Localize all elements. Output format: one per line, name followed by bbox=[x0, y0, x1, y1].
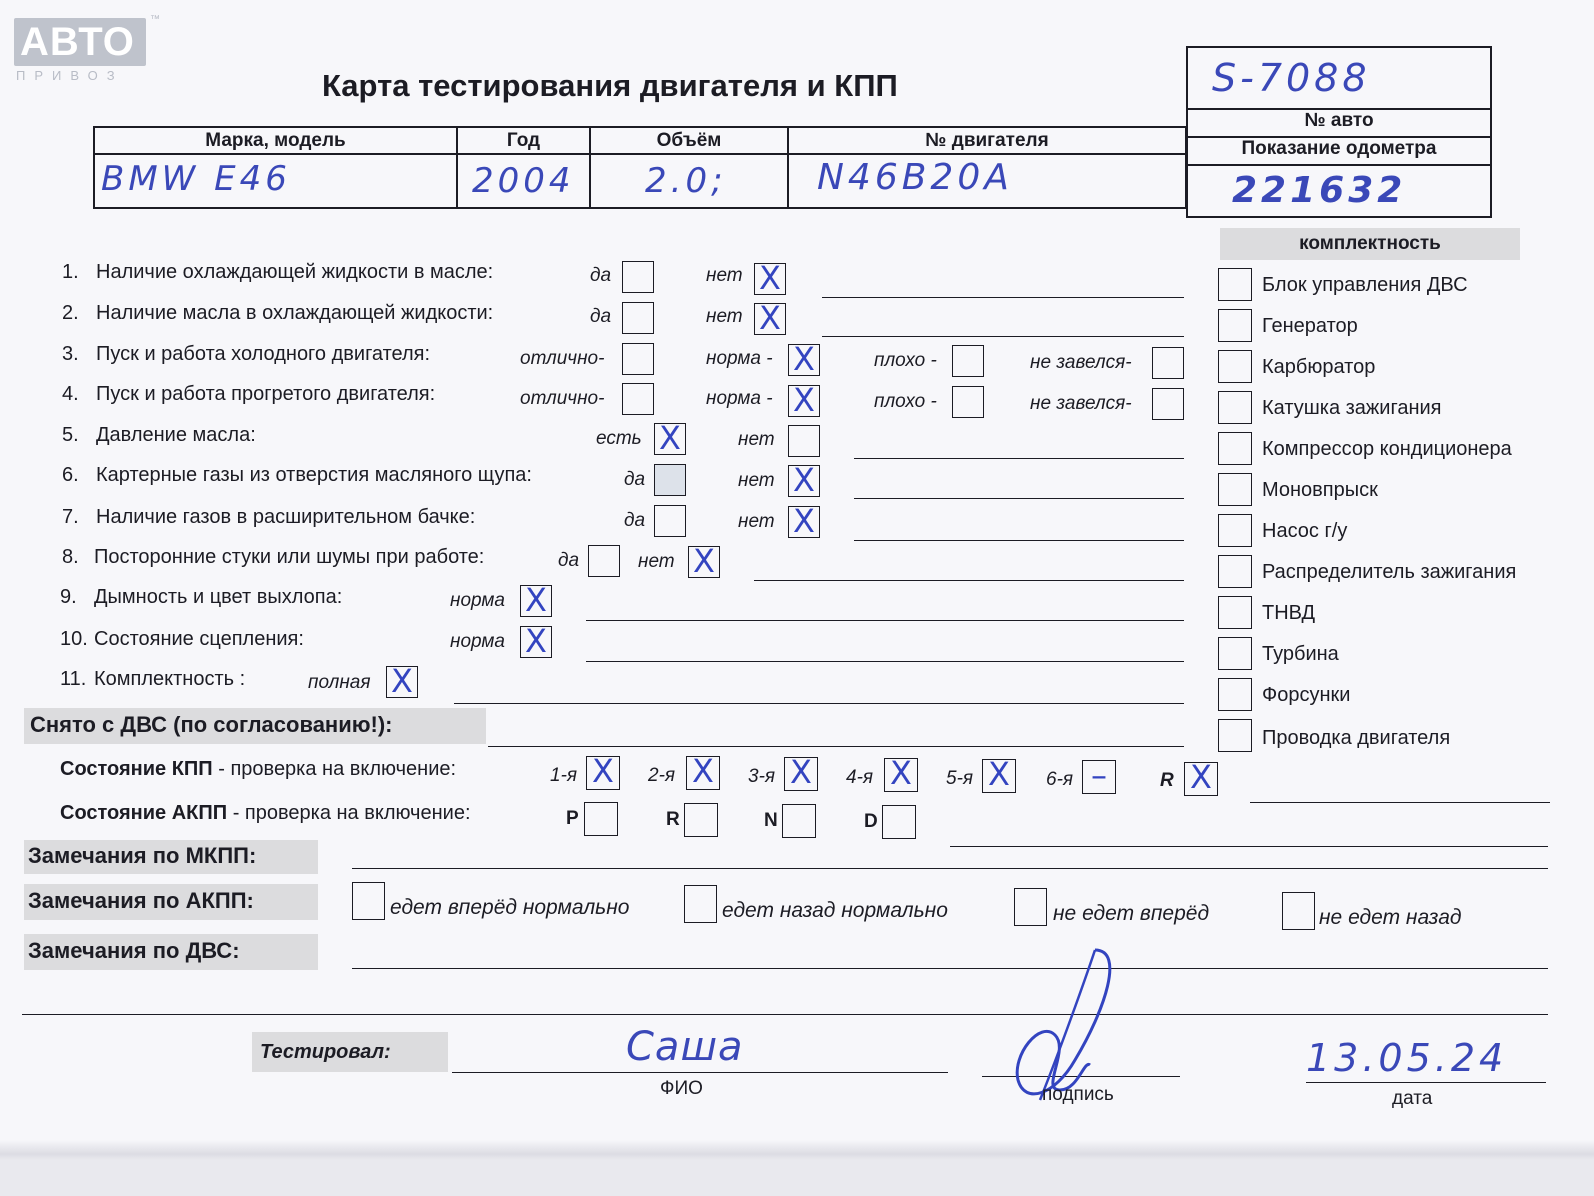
completeness-item-label: ТНВД bbox=[1262, 602, 1316, 624]
check-mark: X bbox=[793, 461, 815, 499]
comment-line bbox=[822, 336, 1184, 337]
check-mark: X bbox=[793, 381, 815, 419]
dvs-remarks-line-2 bbox=[22, 1014, 1548, 1015]
odometer-value: 221632 bbox=[1232, 170, 1407, 211]
checkbox-gear-6[interactable] bbox=[1082, 756, 1116, 794]
option-label: нет bbox=[738, 511, 775, 532]
comment-line bbox=[854, 458, 1184, 459]
completeness-title: комплектность bbox=[1220, 228, 1520, 260]
item-number: 3. bbox=[62, 343, 79, 365]
item-label-warm-start: Пуск и работа прогретого двигателя: bbox=[96, 383, 436, 405]
checkbox-oil-in-coolant-no[interactable] bbox=[754, 299, 786, 337]
check-mark: X bbox=[525, 581, 547, 619]
checkbox-oil-pressure-no[interactable] bbox=[788, 425, 820, 457]
check-mark: X bbox=[692, 752, 714, 790]
item-label-exhaust-smoke: Дымность и цвет выхлопа: bbox=[94, 586, 343, 608]
checkbox-akpp-forward-ok[interactable] bbox=[352, 882, 385, 920]
checkbox-akpp-d[interactable] bbox=[882, 805, 916, 839]
checkbox-coolant-in-oil-no[interactable] bbox=[754, 259, 786, 297]
year-cell bbox=[457, 154, 590, 208]
checkbox-power-steering-pump[interactable] bbox=[1218, 514, 1252, 547]
option-label: отлично- bbox=[520, 388, 605, 409]
checkbox-expansion-tank-gases-no[interactable] bbox=[788, 502, 820, 540]
option-label: плохо - bbox=[874, 350, 937, 371]
check-mark: X bbox=[988, 755, 1010, 793]
item-number: 9. bbox=[60, 586, 77, 608]
akpp-position-label: P bbox=[566, 808, 579, 829]
check-mark: X bbox=[693, 542, 715, 580]
comment-line bbox=[854, 498, 1184, 499]
akpp-option-label: едет вперёд нормально bbox=[390, 896, 630, 919]
option-label: полная bbox=[308, 672, 371, 693]
checkbox-gear-2[interactable] bbox=[686, 752, 720, 790]
akpp-position-label: R bbox=[666, 809, 680, 830]
checkbox-crankcase-gases-no[interactable] bbox=[788, 461, 820, 499]
akpp-label-bold: Состояние АКПП bbox=[60, 802, 228, 824]
checkbox-warm-start-bad[interactable] bbox=[952, 386, 984, 418]
comment-line bbox=[754, 580, 1184, 581]
removed-parts-label: Снято с ДВС (по согласованию!): bbox=[24, 708, 486, 744]
item-number: 2. bbox=[62, 302, 79, 324]
option-label: нет bbox=[706, 265, 743, 286]
year-label: Год bbox=[457, 127, 590, 154]
checkbox-gear-5[interactable] bbox=[982, 755, 1016, 793]
comment-line bbox=[454, 703, 1184, 704]
option-label: да bbox=[590, 306, 612, 327]
checkbox-ac-compressor[interactable] bbox=[1218, 432, 1252, 465]
checkbox-distributor[interactable] bbox=[1218, 555, 1252, 588]
item-number: 10. bbox=[60, 628, 88, 650]
option-label: да bbox=[558, 550, 580, 571]
check-mark: X bbox=[1190, 758, 1212, 796]
checkbox-akpp-p[interactable] bbox=[584, 802, 618, 836]
make-label: Марка, модель bbox=[94, 127, 457, 154]
check-mark: X bbox=[890, 754, 912, 792]
item-label-expansion-tank-gases: Наличие газов в расширительном бачке: bbox=[96, 506, 476, 528]
item-number: 6. bbox=[62, 464, 79, 486]
completeness-item-label: Турбина bbox=[1262, 643, 1339, 665]
akpp-remarks-label: Замечания по АКПП: bbox=[24, 884, 318, 920]
check-mark: X bbox=[659, 419, 681, 457]
signature-label: подпись bbox=[1042, 1084, 1114, 1105]
option-label: норма - bbox=[706, 388, 773, 409]
kpp-comment-line bbox=[1250, 802, 1550, 803]
option-label: отлично- bbox=[520, 348, 605, 369]
auto-number-value: S-7088 bbox=[1212, 56, 1371, 100]
option-label: норма bbox=[450, 631, 505, 652]
completeness-item-label: Насос г/у bbox=[1262, 520, 1348, 542]
akpp-option-label: не едет вперёд bbox=[1053, 902, 1210, 925]
item-number: 11. bbox=[60, 668, 87, 690]
auto-number-box bbox=[1186, 46, 1492, 218]
completeness-item-label: Генератор bbox=[1262, 315, 1358, 337]
engine-value: N46B20A bbox=[817, 157, 1013, 198]
check-mark: X bbox=[759, 259, 781, 297]
option-label: норма - bbox=[706, 348, 773, 369]
brand-logo bbox=[14, 18, 146, 66]
item-number: 4. bbox=[62, 383, 79, 405]
option-label: да bbox=[624, 469, 646, 490]
gear-label: 3-я bbox=[748, 766, 776, 787]
checkbox-carburetor[interactable] bbox=[1218, 350, 1252, 383]
completeness-item-label: Компрессор кондиционера bbox=[1262, 438, 1512, 460]
gear-label: R bbox=[1160, 770, 1174, 791]
option-label: нет bbox=[706, 306, 743, 327]
checkbox-akpp-no-forward[interactable] bbox=[1014, 888, 1047, 926]
check-mark: X bbox=[759, 299, 781, 337]
completeness-item-label: Катушка зажигания bbox=[1262, 397, 1442, 419]
volume-value: 2.0; bbox=[645, 161, 727, 201]
item-label-noise: Посторонние стуки или шумы при работе: bbox=[94, 546, 485, 568]
checkbox-akpp-reverse-ok[interactable] bbox=[684, 885, 717, 923]
completeness-item-label: Блок управления ДВС bbox=[1262, 274, 1468, 296]
item-number: 5. bbox=[62, 424, 79, 446]
dvs-remarks-label: Замечания по ДВС: bbox=[24, 934, 318, 970]
check-mark: X bbox=[525, 622, 547, 660]
option-label: не завелся- bbox=[1030, 393, 1132, 414]
akpp-option-label: не едет назад bbox=[1319, 906, 1462, 929]
auto-number-cell bbox=[1188, 48, 1490, 108]
checkbox-mono-injection[interactable] bbox=[1218, 473, 1252, 506]
option-label: нет bbox=[638, 551, 675, 572]
checkbox-akpp-no-reverse[interactable] bbox=[1282, 892, 1315, 930]
check-mark: X bbox=[793, 502, 815, 540]
odometer-label: Показание одометра bbox=[1188, 136, 1490, 164]
item-label-crankcase-gases: Картерные газы из отверстия масляного щупа: bbox=[96, 464, 532, 486]
comment-line bbox=[854, 540, 1184, 541]
engine-cell bbox=[788, 154, 1186, 208]
completeness-item-label: Проводка двигателя bbox=[1262, 727, 1451, 749]
option-label: плохо - bbox=[874, 391, 937, 412]
checkbox-injection-pump[interactable] bbox=[1218, 596, 1252, 629]
document-title: Карта тестирования двигателя и КПП bbox=[322, 68, 898, 103]
dvs-remarks-line bbox=[352, 968, 1548, 969]
check-mark: X bbox=[391, 662, 413, 700]
checkbox-coolant-in-oil-yes[interactable] bbox=[622, 261, 654, 293]
volume-cell bbox=[590, 154, 788, 208]
option-label: нет bbox=[738, 429, 775, 450]
checkbox-gear-1[interactable] bbox=[586, 752, 620, 790]
checkbox-akpp-n[interactable] bbox=[782, 804, 816, 838]
removed-parts-line bbox=[488, 746, 1184, 747]
kpp-label-bold: Состояние КПП bbox=[60, 758, 213, 780]
check-mark: X bbox=[793, 340, 815, 378]
date-label: дата bbox=[1392, 1088, 1433, 1109]
year-value: 2004 bbox=[472, 161, 575, 201]
checkbox-generator[interactable] bbox=[1218, 309, 1252, 342]
option-label: не завелся- bbox=[1030, 352, 1132, 373]
checkbox-cold-start-no-start[interactable] bbox=[1152, 347, 1184, 379]
check-mark: X bbox=[592, 752, 614, 790]
comment-line bbox=[586, 661, 1184, 662]
option-label: есть bbox=[596, 428, 642, 449]
paper-edge bbox=[0, 1140, 1594, 1160]
checkbox-gear-3[interactable] bbox=[784, 753, 818, 791]
volume-label: Объём bbox=[590, 127, 788, 154]
tester-name: Саша bbox=[626, 1024, 744, 1070]
checkbox-exhaust-smoke-normal[interactable] bbox=[520, 581, 552, 619]
checkbox-warm-start-excellent[interactable] bbox=[622, 383, 654, 415]
checkbox-completeness-full[interactable] bbox=[386, 662, 418, 700]
checkbox-warm-start-no-start[interactable] bbox=[1152, 388, 1184, 420]
item-number: 1. bbox=[62, 261, 79, 283]
odometer-cell bbox=[1188, 164, 1490, 216]
make-cell bbox=[94, 154, 457, 208]
item-label-clutch: Состояние сцепления: bbox=[94, 628, 304, 650]
gear-label: 4-я bbox=[846, 767, 874, 788]
option-label: да bbox=[590, 265, 612, 286]
comment-line bbox=[822, 297, 1184, 298]
completeness-item-label: Карбюратор bbox=[1262, 356, 1376, 378]
item-number: 8. bbox=[62, 546, 79, 568]
checkbox-ecu[interactable] bbox=[1218, 268, 1252, 301]
mkpp-remarks-label: Замечания по МКПП: bbox=[24, 840, 318, 874]
checkbox-crankcase-gases-yes[interactable] bbox=[654, 464, 686, 496]
logo-text: АВТО bbox=[20, 20, 135, 64]
item-label-oil-in-coolant: Наличие масла в охлаждающей жидкости: bbox=[96, 302, 494, 324]
option-label: норма bbox=[450, 590, 505, 611]
option-label: да bbox=[624, 510, 646, 531]
gear-label: 6-я bbox=[1046, 769, 1074, 790]
checkbox-gear-4[interactable] bbox=[884, 754, 918, 792]
akpp-option-label: едет назад нормально bbox=[722, 899, 948, 922]
date-line bbox=[1306, 1082, 1546, 1083]
logo-subtitle: ПРИВОЗ bbox=[16, 68, 124, 83]
akpp-label-rest: - проверка на включение: bbox=[227, 802, 471, 824]
vehicle-info-table bbox=[93, 126, 1187, 209]
checkbox-engine-wiring[interactable] bbox=[1218, 719, 1252, 752]
completeness-item-label: Моновпрыск bbox=[1262, 479, 1378, 501]
comment-line bbox=[586, 620, 1184, 621]
logo-trademark: ™ bbox=[150, 14, 160, 25]
checkbox-oil-in-coolant-yes[interactable] bbox=[622, 302, 654, 334]
checkbox-noise-yes[interactable] bbox=[588, 545, 620, 577]
checkbox-akpp-r[interactable] bbox=[684, 803, 718, 837]
checkbox-gear-reverse[interactable] bbox=[1184, 758, 1218, 796]
tested-by-label: Тестировал: bbox=[252, 1032, 448, 1072]
gear-label: 2-я bbox=[648, 765, 676, 786]
akpp-position-label: N bbox=[764, 810, 778, 831]
completeness-item-label: Форсунки bbox=[1262, 684, 1351, 706]
completeness-item-label: Распределитель зажигания bbox=[1262, 561, 1517, 583]
option-label: нет bbox=[738, 470, 775, 491]
checkbox-cold-start-bad[interactable] bbox=[952, 345, 984, 377]
auto-number-label: № авто bbox=[1188, 108, 1490, 136]
checkbox-expansion-tank-gases-yes[interactable] bbox=[654, 505, 686, 537]
mkpp-remarks-line bbox=[352, 868, 1548, 869]
item-label-completeness: Комплектность : bbox=[94, 668, 246, 690]
engine-label: № двигателя bbox=[788, 127, 1186, 154]
test-date: 13.05.24 bbox=[1306, 1036, 1508, 1080]
item-number: 7. bbox=[62, 506, 79, 528]
make-value: BMW E46 bbox=[101, 159, 291, 199]
item-label-cold-start: Пуск и работа холодного двигателя: bbox=[96, 343, 431, 365]
checkbox-cold-start-excellent[interactable] bbox=[622, 343, 654, 375]
kpp-label-rest: - проверка на включение: bbox=[212, 758, 457, 780]
check-mark: X bbox=[790, 753, 812, 791]
checkbox-turbo[interactable] bbox=[1218, 637, 1252, 670]
akpp-check-label bbox=[60, 802, 471, 825]
checkbox-injectors[interactable] bbox=[1218, 678, 1252, 711]
checkbox-warm-start-normal[interactable] bbox=[788, 381, 820, 419]
checkbox-oil-pressure-yes[interactable] bbox=[654, 419, 686, 457]
checkbox-noise-no[interactable] bbox=[688, 542, 720, 580]
gear-label: 5-я bbox=[946, 768, 974, 789]
checkbox-cold-start-normal[interactable] bbox=[788, 340, 820, 378]
akpp-comment-line bbox=[950, 846, 1548, 847]
checkbox-ignition-coil[interactable] bbox=[1218, 391, 1252, 424]
item-label-oil-pressure: Давление масла: bbox=[96, 424, 256, 446]
dash-mark: – bbox=[1091, 756, 1107, 794]
checkbox-clutch-normal[interactable] bbox=[520, 622, 552, 660]
akpp-position-label: D bbox=[864, 811, 878, 832]
fio-label: ФИО bbox=[660, 1078, 703, 1099]
kpp-check-label bbox=[60, 758, 456, 781]
item-label-coolant-in-oil: Наличие охлаждающей жидкости в масле: bbox=[96, 261, 494, 283]
gear-label: 1-я bbox=[550, 765, 578, 786]
fio-line bbox=[452, 1072, 948, 1073]
